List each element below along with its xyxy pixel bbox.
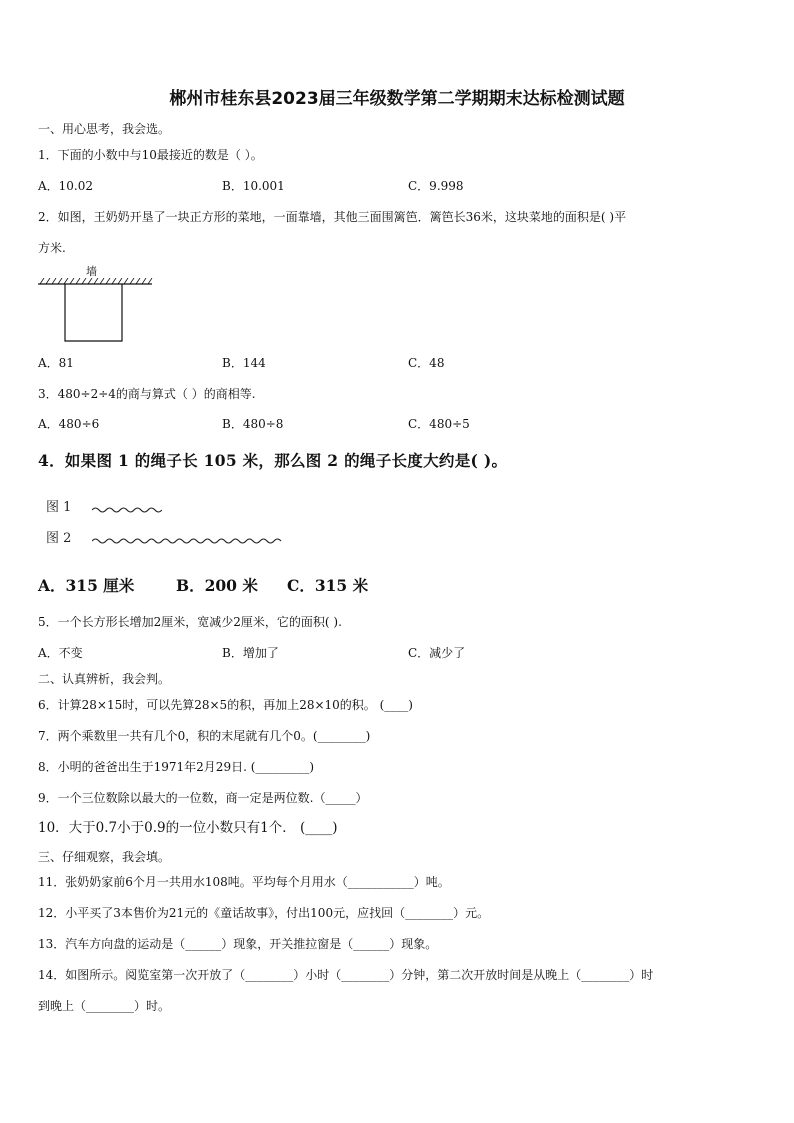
question-14-cont: 到晚上（________）时。 xyxy=(38,999,171,1013)
q1-option-a: A．10.02 xyxy=(38,179,94,193)
rope-2 xyxy=(92,535,284,547)
section-heading-3: 三、仔细观察，我会填。 xyxy=(38,850,171,864)
q2-option-b: B．144 xyxy=(222,356,266,370)
section-heading-1: 一、用心思考，我会选。 xyxy=(38,122,171,136)
question-12: 12．小平买了3本售价为21元的《童话故事》，付出100元，应找回（________）元。 xyxy=(38,906,490,920)
q5-option-a: A．不变 xyxy=(38,646,83,660)
section-heading-2: 二、认真辨析，我会判。 xyxy=(38,672,171,686)
question-8: 8．小明的爸爸出生于1971年2月29日. (_________) xyxy=(38,760,315,774)
question-3: 3．480÷2÷4的商与算式（ ）的商相等. xyxy=(38,387,256,401)
fig1-label: 图 1 xyxy=(46,500,72,515)
q4-option-a: A．315 厘米 xyxy=(38,576,135,595)
q4-option-b: B．200 米 xyxy=(176,576,258,595)
question-10: 10．大于0.7小于0.9的一位小数只有1个． (____) xyxy=(38,820,338,836)
question-7: 7．两个乘数里一共有几个0，积的末尾就有几个0。(________) xyxy=(38,729,371,743)
fence-square xyxy=(65,284,122,341)
page-title: 郴州市桂东县2023届三年级数学第二学期期末达标检测试题 xyxy=(169,89,625,109)
q3-option-c: C．480÷5 xyxy=(408,417,470,431)
question-11: 11．张奶奶家前6个月一共用水108吨。平均每个月用水（___________）吨。 xyxy=(38,875,450,889)
question-5: 5．一个长方形长增加2厘米，宽减少2厘米，它的面积( ). xyxy=(38,615,342,629)
question-9: 9．一个三位数除以最大的一位数，商一定是两位数.（_____） xyxy=(38,791,368,805)
question-14: 14．如图所示。阅览室第一次开放了（________）小时（________）分钟，第二次开放时间是从晚上（________）时 xyxy=(38,968,654,982)
q2-option-a: A．81 xyxy=(38,356,74,370)
q1-option-c: C．9.998 xyxy=(408,179,464,193)
q4-option-c: C．315 米 xyxy=(287,576,369,595)
question-13: 13．汽车方向盘的运动是（______）现象，开关推拉窗是（______）现象。 xyxy=(38,937,438,951)
q2-option-c: C．48 xyxy=(408,356,445,370)
wall-hatching xyxy=(40,278,152,284)
garden-figure xyxy=(38,278,154,344)
wall-label: 墙 xyxy=(86,265,97,278)
q5-option-b: B．增加了 xyxy=(222,646,279,660)
q3-option-b: B．480÷8 xyxy=(222,417,284,431)
question-1: 1．下面的小数中与10最接近的数是（ ）。 xyxy=(38,148,263,162)
rope-1 xyxy=(92,504,162,516)
fig2-label: 图 2 xyxy=(46,531,72,546)
q1-option-b: B．10.001 xyxy=(222,179,285,193)
q5-option-c: C．减少了 xyxy=(408,646,466,660)
question-4: 4．如果图 1 的绳子长 105 米，那么图 2 的绳子长度大约是( )。 xyxy=(38,451,508,470)
question-6: 6．计算28×15时，可以先算28×5的积，再加上28×10的积。 (____) xyxy=(38,698,413,712)
q3-option-a: A．480÷6 xyxy=(38,417,100,431)
question-2: 2．如图，王奶奶开垦了一块正方形的菜地，一面靠墙，其他三面围篱笆．篱笆长36米，这块菜地的面积是( )平 xyxy=(38,210,627,224)
question-2-cont: 方米. xyxy=(38,241,66,255)
